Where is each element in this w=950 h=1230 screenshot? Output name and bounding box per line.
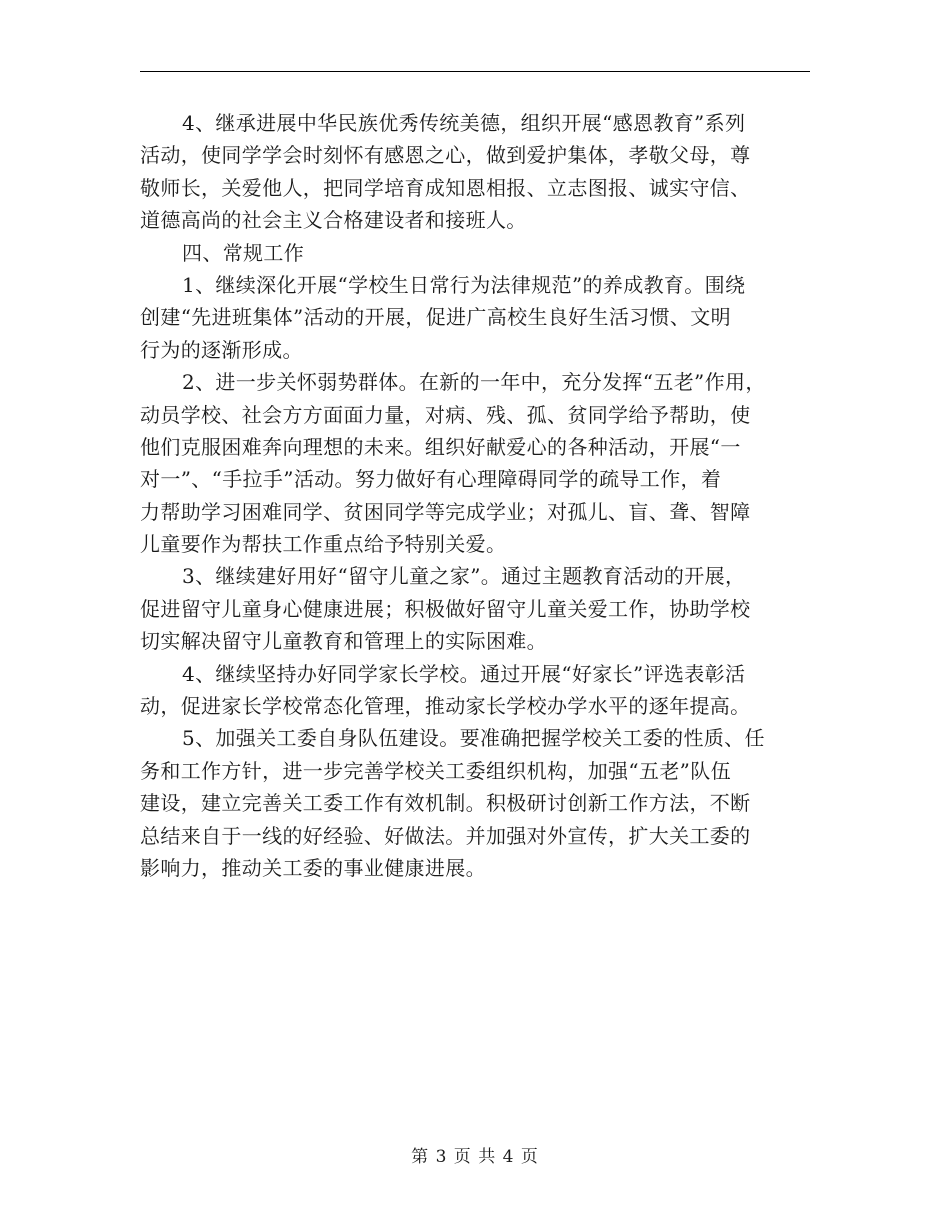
text-line: 儿童要作为帮扶工作重点给予特别关爱。: [140, 532, 507, 557]
text-line: 影响力，推动关工委的事业健康进展。: [140, 855, 486, 880]
text-line: 建设，建立完善关工委工作有效机制。积极研讨创新工作方法，不断: [140, 791, 751, 816]
text-line: 总结来自于一线的好经验、好做法。并加强对外宣传，扩大关工委的: [140, 823, 751, 848]
text-line: 3、继续建好用好“留守儿童之家”。通过主题教育活动的开展，: [182, 564, 746, 589]
text-line: 切实解决留守儿童教育和管理上的实际困难。: [140, 629, 547, 654]
document-body: [140, 107, 810, 884]
text-line: 动，促进家长学校常态化管理，推动家长学校办学水平的逐年提高。: [140, 694, 751, 719]
text-line: 务和工作方针，进一步完善学校关工委组织机构，加强“五老”队伍: [140, 758, 731, 783]
text-line: 1、继续深化开展“学校生日常行为法律规范”的养成教育。围绕: [182, 272, 746, 297]
text-line: 4、继续坚持办好同学家长学校。通过开展“好家长”评选表彰活: [182, 661, 746, 686]
text-line: 四、常规工作: [182, 240, 305, 265]
text-line: 创建“先进班集体”活动的开展，促进广高校生良好生活习惯、文明: [140, 305, 731, 330]
text-line: 促进留守儿童身心健康进展；积极做好留守儿童关爱工作，协助学校: [140, 596, 751, 621]
text-line: 动员学校、社会方方面面力量，对病、残、孤、贫同学给予帮助，使: [140, 402, 751, 427]
text-line: 道德高尚的社会主义合格建设者和接班人。: [140, 208, 527, 233]
text-line: 5、加强关工委自身队伍建设。要准确把握学校关工委的性质、任: [182, 726, 765, 751]
text-line: 活动，使同学学会时刻怀有感恩之心，做到爱护集体，孝敬父母，尊: [140, 143, 751, 168]
text-line: 力帮助学习困难同学、贫困同学等完成学业；对孤儿、盲、聋、智障: [140, 499, 751, 524]
header-rule: [140, 71, 810, 72]
text-line: 对一”、“手拉手”活动。努力做好有心理障碍同学的疏导工作，着: [140, 467, 722, 492]
page-number: 第 3 页 共 4 页: [411, 1147, 539, 1167]
text-line: 2、进一步关怀弱势群体。在新的一年中，充分发挥“五老”作用，: [182, 370, 766, 395]
text-line: 敬师长，关爱他人，把同学培育成知恩相报、立志图报、诚实守信、: [140, 175, 751, 200]
text-line: 4、继承进展中华民族优秀传统美德，组织开展“感恩教育”系列: [182, 111, 746, 135]
text-line: 他们克服困难奔向理想的未来。组织好献爱心的各种活动，开展“一: [140, 434, 741, 459]
text-line: 行为的逐渐形成。: [140, 337, 303, 362]
